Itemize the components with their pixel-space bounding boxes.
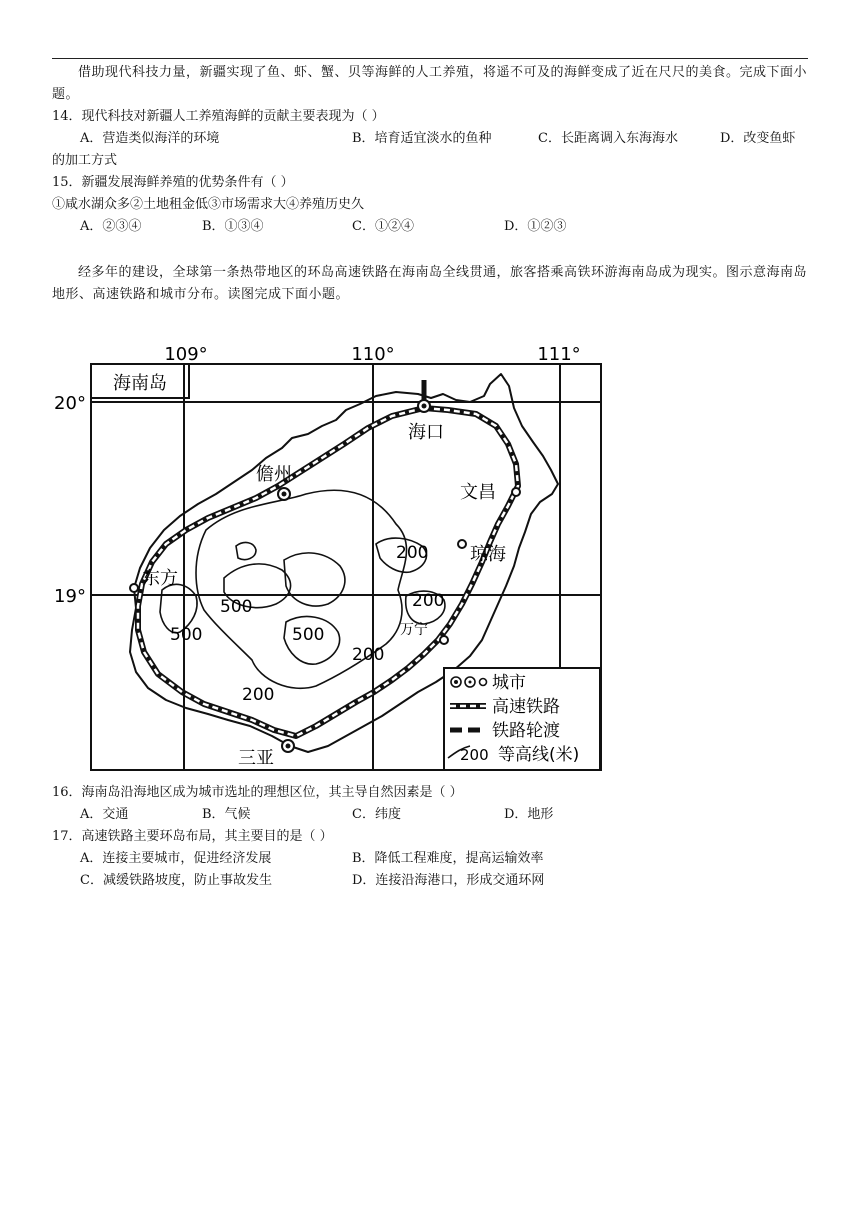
contour-label: 500 (292, 625, 325, 645)
q17-option-a: A．连接主要城市，促进经济发展 (80, 851, 272, 866)
q17-option-b: B．降低工程难度，提高运输效率 (352, 851, 544, 866)
lon-label-110: 110° (351, 344, 395, 365)
q15-stem: 15．新疆发展海鲜养殖的优势条件有（ ） (52, 175, 294, 190)
contour-label: 200 (412, 591, 445, 611)
q16-option-b: B．气候 (202, 807, 251, 822)
city-label-wenchang: 文昌 (460, 482, 496, 503)
city-label-sanya: 三亚 (238, 748, 274, 769)
q17-option-c: C．减缓铁路坡度，防止事故发生 (80, 873, 272, 888)
q14-option-a: A．营造类似海洋的环境 (80, 131, 220, 146)
legend-contour-label: 等高线(米) (498, 745, 580, 765)
q17-stem: 17．高速铁路主要环岛布局，其主要目的是（ ） (52, 829, 333, 844)
q17-option-d: D．连接沿海港口，形成交通环网 (352, 873, 545, 888)
q15-option-d: D．①②③ (504, 219, 567, 234)
intro-xinjiang: 借助现代科技力量，新疆实现了鱼、虾、蟹、贝等海鲜的人工养殖，将遥不可及的海鲜变成了近在尺尺的美食。完成下面小题。 (52, 65, 808, 102)
city-label-dongfang: 东方 (142, 568, 178, 589)
lat-label-19: 19° (54, 586, 86, 607)
legend-rail-label: 高速铁路 (492, 697, 560, 717)
q14-stem: 14．现代科技对新疆人工养殖海鲜的贡献主要表现为（ ） (52, 109, 385, 124)
contour-label: 200 (352, 645, 385, 665)
contour-label: 200 (396, 543, 429, 563)
city-label-wanning: 万宁 (400, 622, 428, 638)
contour-label: 500 (220, 597, 253, 617)
q15-items: ①咸水湖众多②土地租金低③市场需求大④养殖历史久 (52, 197, 365, 212)
lon-label-111: 111° (537, 344, 581, 365)
q16-option-a: A．交通 (80, 807, 129, 822)
q14-option-b: B．培育适宜淡水的鱼种 (352, 131, 492, 146)
legend-city-icon (451, 677, 487, 687)
q14-option-d: D．改变鱼虾 (720, 131, 796, 146)
intro-hainan: 经多年的建设，全球第一条热带地区的环岛高速铁路在海南岛全线贯通，旅客搭乘高铁环游海南岛成为现实。图示意海南岛地形、高速铁路和城市分布。读图完成下面小题。 (52, 265, 808, 302)
city-label-haikou: 海口 (408, 422, 444, 443)
q15-option-c: C．①②④ (352, 219, 414, 234)
q15-option-a: A．②③④ (80, 219, 142, 234)
q16-stem: 16．海南岛沿海地区成为城市选址的理想区位，其主导自然因素是（ ） (52, 785, 463, 800)
lat-label-20: 20° (54, 393, 86, 414)
city-label-qionghai: 琼海 (470, 544, 506, 565)
map-legend (444, 668, 600, 770)
q15-option-b: B．①③④ (202, 219, 264, 234)
q16-option-d: D．地形 (504, 807, 554, 822)
map-title: 海南岛 (113, 373, 167, 394)
q14-option-d-cont: 的加工方式 (52, 153, 118, 168)
top-rule (52, 58, 808, 59)
hainan-map (46, 334, 606, 779)
legend-city-label: 城市 (492, 673, 526, 693)
legend-ferry-label: 铁路轮渡 (492, 721, 560, 741)
contour-label: 500 (170, 625, 203, 645)
q14-option-c: C．长距离调入东海海水 (538, 131, 678, 146)
lon-label-109: 109° (164, 344, 208, 365)
contour-label: 200 (242, 685, 275, 705)
q16-option-c: C．纬度 (352, 807, 401, 822)
city-label-danzhou: 儋州 (256, 464, 292, 485)
legend-contour-value: 200 (460, 746, 489, 764)
